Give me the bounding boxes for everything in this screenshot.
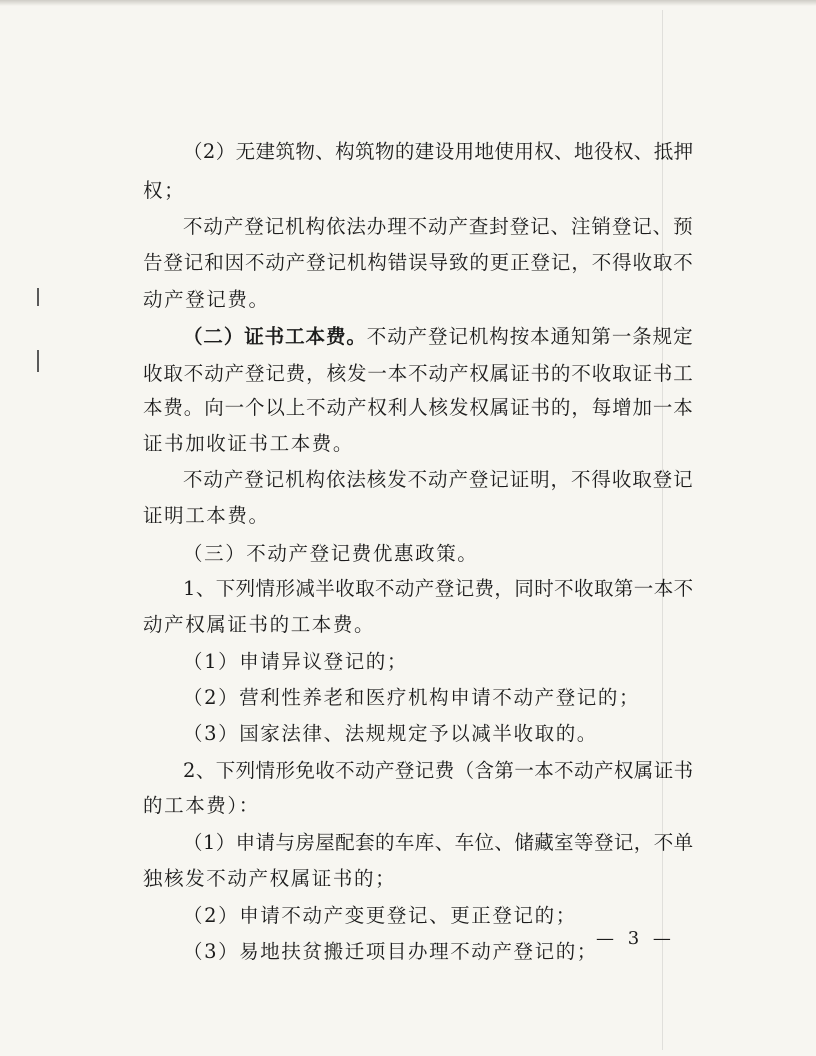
body-text: 不动产登记机构按本通知第一条规定	[366, 325, 694, 348]
body-line: （3）易地扶贫搬迁项目办理不动产登记的；	[183, 940, 598, 963]
body-line: （1）申请异议登记的；	[183, 650, 409, 673]
body-line: 不动产登记机构依法核发不动产登记证明，不得收取登记	[183, 468, 694, 491]
section-heading: （二）证书工本费。	[183, 325, 367, 348]
body-line: 动产登记费。	[143, 288, 270, 311]
body-line: 独核发不动产权属证书的；	[143, 867, 397, 890]
fold-line	[662, 10, 663, 1050]
body-line: 证明工本费。	[143, 504, 270, 527]
body-line: 告登记和因不动产登记机构错误导致的更正登记，不得收取不	[143, 251, 694, 274]
body-line: 本费。向一个以上不动产权利人核发权属证书的，每增加一本	[143, 396, 694, 419]
body-line: （2）营利性养老和医疗机构申请不动产登记的；	[183, 686, 641, 709]
body-line: （3）国家法律、法规规定予以减半收取的。	[183, 722, 598, 745]
body-line: （2）申请不动产变更登记、更正登记的；	[183, 904, 577, 927]
body-line: 不动产登记机构依法办理不动产查封登记、注销登记、预	[183, 215, 694, 238]
body-line: （1）申请与房屋配套的车库、车位、储藏室等登记，不单	[183, 831, 694, 854]
body-line: （2）无建筑物、构筑物的建设用地使用权、地役权、抵押	[183, 140, 694, 163]
page-number: — 3 —	[596, 928, 675, 949]
binding-mark	[37, 288, 39, 306]
body-line: 2、下列情形免收不动产登记费（含第一本不动产权属证书	[183, 759, 694, 782]
body-line: 收取不动产登记费，核发一本不动产权属证书的不收取证书工	[143, 362, 694, 385]
body-line: 动产权属证书的工本费。	[143, 613, 376, 636]
body-line: 权；	[143, 179, 186, 202]
binding-mark	[37, 350, 39, 372]
body-line	[183, 323, 694, 351]
body-line: 证书加收证书工本费。	[143, 432, 355, 455]
body-line: 的工本费）：	[143, 794, 260, 817]
body-line: 1、下列情形减半收取不动产登记费，同时不收取第一本不	[183, 577, 694, 600]
scan-edge	[0, 0, 816, 6]
body-line: （三）不动产登记费优惠政策。	[183, 542, 479, 565]
